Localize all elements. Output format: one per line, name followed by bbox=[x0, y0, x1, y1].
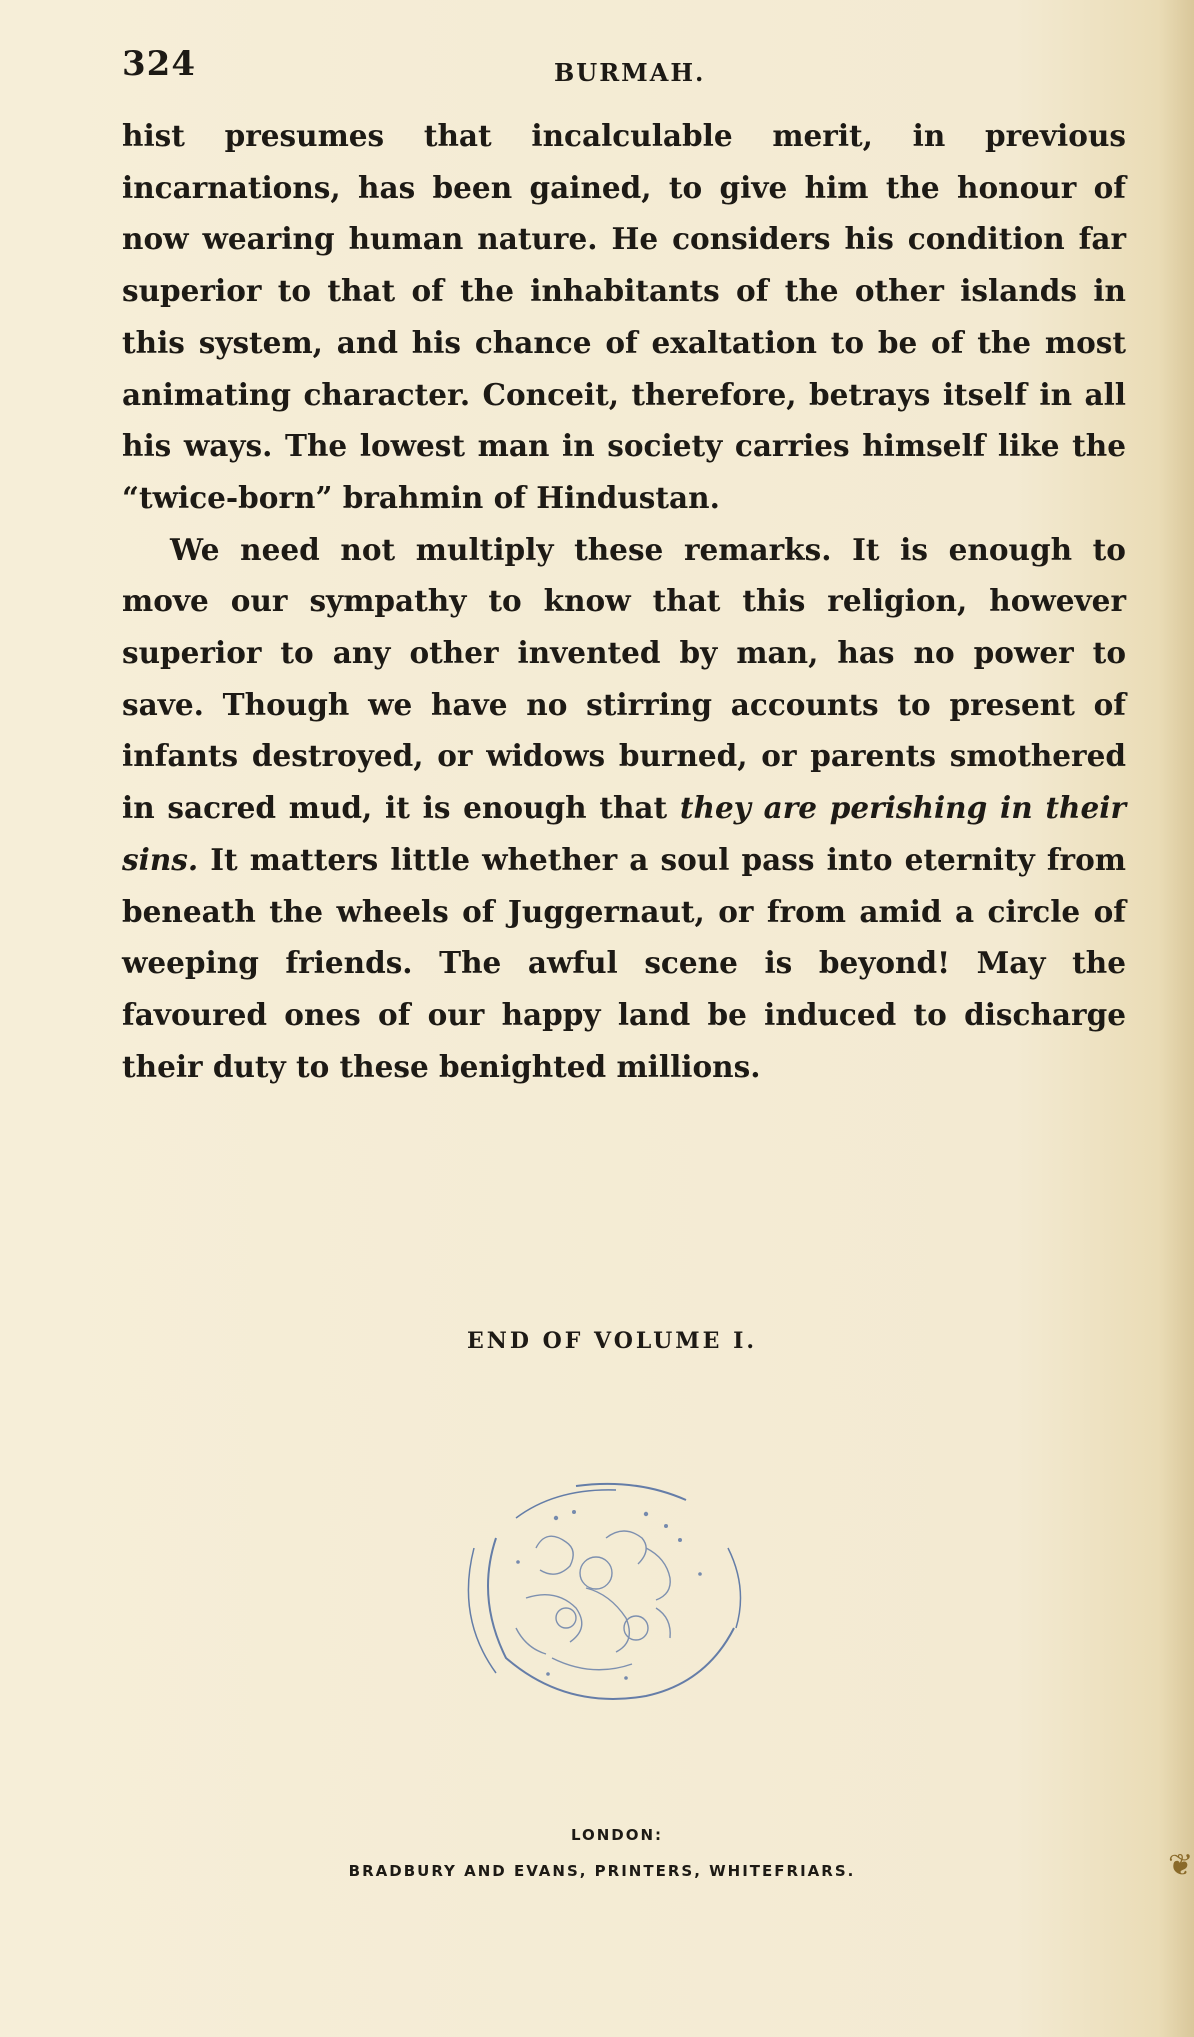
body-text bbox=[122, 110, 1126, 1092]
paragraph-2-emphasis: they are perishing in their sins. bbox=[122, 790, 1126, 877]
paragraph-2-end: It matters little whether a soul pass into eternity from beneath the wheels of Juggernaut, or from amid a circle of weeping friends. The awful scene is beyond! May the favoured ones of our happy land be induced to discharge their duty to these benighted millions. bbox=[122, 841, 1126, 1084]
paragraph-2-start: We need not multiply these remarks. It is enough to move our sympathy to know that this religion, however superior to any other invented by man, has no power to save. Though we have no stirring accounts to present of infants destroyed, or widows burned, or parents smothered in sacred mud, it is enough that bbox=[122, 531, 1126, 826]
running-head: BURMAH. bbox=[554, 58, 706, 87]
imprint-city: LONDON: bbox=[570, 1826, 664, 1844]
margin-ink-mark: ❦ bbox=[1168, 1848, 1194, 1883]
paragraph-2 bbox=[122, 524, 1126, 1093]
page-number: 324 bbox=[122, 44, 196, 84]
page-header bbox=[122, 44, 1130, 94]
imprint-printers: BRADBURY AND EVANS, PRINTERS, WHITEFRIARS. bbox=[348, 1862, 856, 1880]
end-of-volume-note: END OF VOLUME I. bbox=[466, 1328, 758, 1354]
library-stamp bbox=[456, 1478, 748, 1708]
printer-imprint bbox=[0, 1826, 1194, 1880]
paragraph-1: hist presumes that incalculable merit, in previous incarnations, has been gained, to give him the honour of now wearing human nature. He considers his condition far superior to that of the inhabitants of the other islands in this system, and his chance of exaltation to be of the most animating character. Conceit, therefore, betrays itself in all his ways. The lowest man in society carries himself like the “twice-born” brahmin of Hindustan. bbox=[122, 118, 1126, 515]
